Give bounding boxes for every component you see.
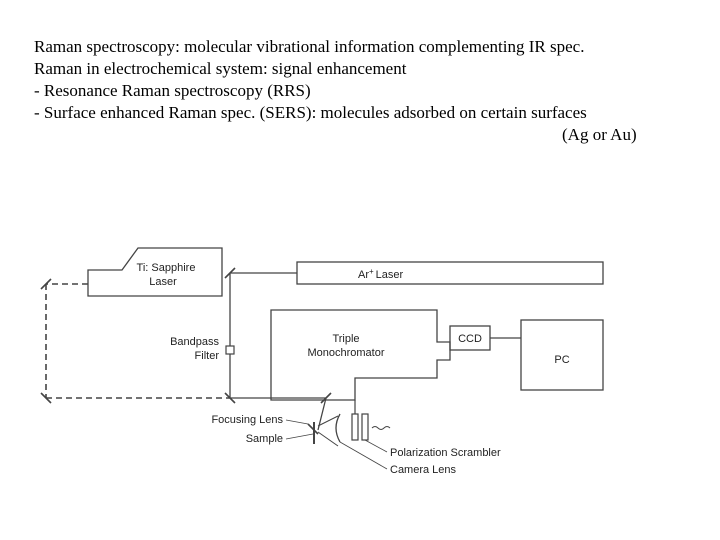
ccd-label: CCD: [458, 333, 482, 345]
ti-sapphire-label-1: Ti: Sapphire: [136, 262, 196, 274]
ar-laser-box: [297, 262, 603, 284]
camera-lens-label: Camera Lens: [390, 464, 457, 476]
camera-lens-leader: [340, 442, 387, 469]
monochromator-label-1: Triple: [332, 333, 360, 345]
bandpass-label-2: Filter: [194, 350, 219, 362]
sample-label: Sample: [245, 433, 283, 445]
ti-sapphire-label-2: Laser: [149, 276, 177, 288]
focusing-lens-leader: [286, 420, 308, 424]
sample-leader: [286, 434, 313, 439]
monochromator-label-2: Monochromator: [307, 347, 385, 359]
focusing-lens-label: Focusing Lens: [211, 414, 283, 426]
bandpass-filter-element: [226, 346, 234, 354]
polarization-scrambler-element: [352, 414, 358, 440]
bandpass-label-1: Bandpass: [170, 336, 219, 348]
camera-lens-element: [336, 414, 340, 442]
text-line-sers: - Surface enhanced Raman spec. (SERS): molecules adsorbed on certain surfaces: [34, 103, 587, 122]
text-line-electrochemical: Raman in electrochemical system: signal enhancement: [34, 59, 407, 78]
polarization-scrambler-element-2: [362, 414, 368, 440]
ar-laser-label: Ar+ Laser: [358, 267, 404, 281]
text-line-rrs: - Resonance Raman spectroscopy (RRS): [34, 81, 311, 100]
polarization-scrambler-leader: [365, 440, 387, 452]
text-line-ag-au: (Ag or Au): [562, 125, 637, 144]
pc-label: PC: [554, 354, 570, 366]
polarization-scrambler-label: Polarization Scrambler: [390, 447, 501, 459]
text-line-raman: Raman spectroscopy: molecular vibrational information complementing IR spec.: [34, 37, 585, 56]
scatter-ray-1: [318, 432, 338, 446]
scattered-light-wave: [372, 427, 390, 430]
